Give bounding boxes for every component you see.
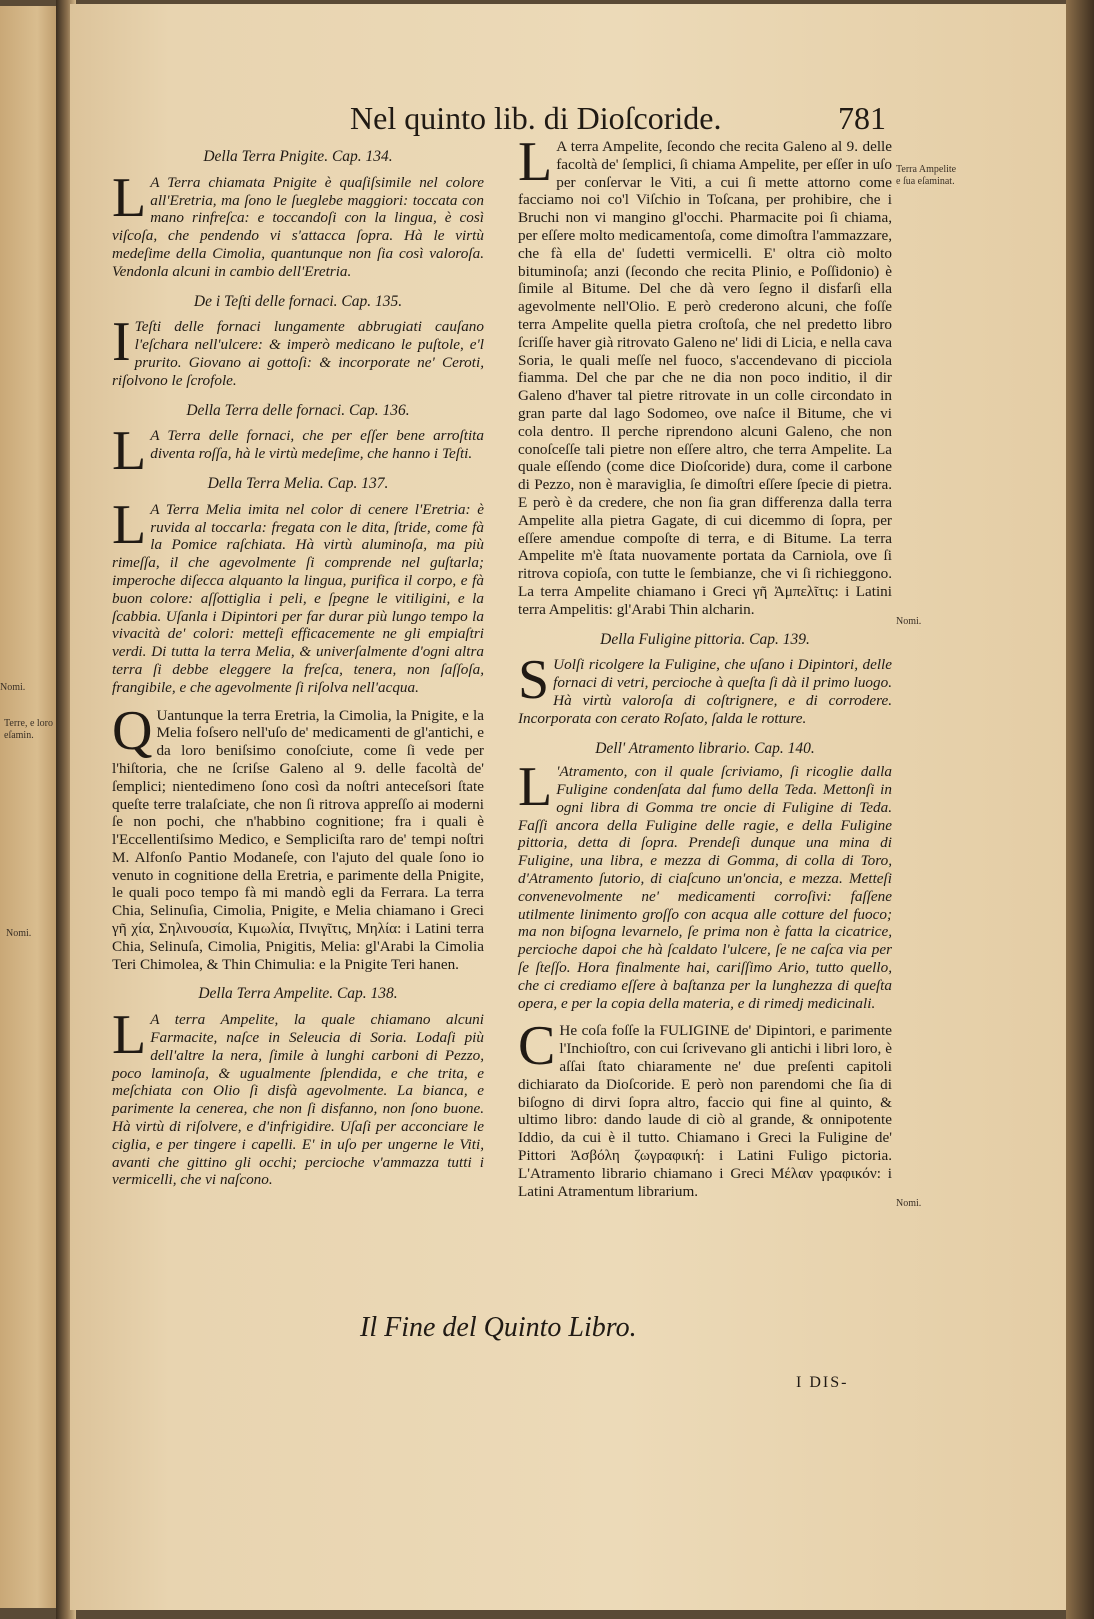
initial-l: L xyxy=(112,166,147,229)
margin-note-nomi-1: Nomi. xyxy=(896,616,922,627)
paragraph-cap-136: L A Terra delle fornaci, che per eſſer bene arroſtita diventa roſſa, hà le virtù medeſime, che hanno i Teſti. xyxy=(112,420,484,483)
initial-q: Q xyxy=(112,699,153,762)
initial-c: C xyxy=(518,1015,556,1078)
paragraph-cap-137: L A Terra Melia imita nel color di cenere l'Eretria: è ruvida al toccarla: fregata con le dita, ſtride, come fà la Pomice raſchiata. Hà virtù aluminoſa, ma più rimeſſa, il che agevolmente ſi comprende nel guſtarla; imperoche diſecca alquanto la lingua, purifica il corpo, e fà buon colore: aſſottiglia i peli, e ſpegne le vitiligini, e la ſcabbia. Uſanla i Dipintori per far durar più lungo tempo la vivacità de' colori: metteſi efficacemente ne gli empiaſtri verdi. Di tutta la terra Melia, & univerſalmente d'ogni altra terra ſi debbe eleggere la freſca, tenera, non ſaſſoſa, frangibile, e che agevolmente ſi riſolva nell'acqua. xyxy=(112,493,484,696)
heading-cap-139: Della Fuligine pittoria. Cap. 139. xyxy=(600,630,810,648)
previous-page-edge xyxy=(0,6,62,1608)
prev-margin-note-nomi: Nomi. xyxy=(0,682,26,693)
initial-l: L xyxy=(112,420,147,483)
heading-cap-137: Della Terra Melia. Cap. 137. xyxy=(207,474,389,492)
left-column xyxy=(112,148,484,1189)
paragraph-cap-135: I Teſti delle fornaci lungamente abbrugiati cauſano l'eſchara nell'ulcere: & imperò medicano le puſtole, e'l prurito. Giovano ai gottoſi: & incorporate ne' Ceroti, riſolvono le ſcrofole. xyxy=(112,311,484,389)
heading-cap-140: Dell' Atramento librario. Cap. 140. xyxy=(595,739,815,757)
prev-margin-note-terre: Terre, e loro eſamin. xyxy=(4,718,53,741)
margin-note-nomi-2: Nomi. xyxy=(896,1198,922,1209)
right-column xyxy=(518,131,892,1200)
paragraph-cap-139: S Uolſi ricolgere la Fuligine, che uſano i Dipintori, delle fornaci di vetri, percioche à queſta ſi dà il primo luogo. Hà virtù valoroſa di coſtrignere, e di corrodere. Incorporata con cerato Roſato, ſalda le rotture. xyxy=(518,649,892,727)
page-edge-right xyxy=(1066,0,1094,1619)
catchword: I DIS- xyxy=(796,1374,849,1391)
end-of-book-title: Il Fine del Quinto Libro. xyxy=(360,1312,637,1343)
running-title: Nel quinto lib. di Dioſcoride. xyxy=(350,100,722,136)
initial-l: L xyxy=(518,756,553,819)
commentary-fuligine: C He coſa foſſe la FULIGINE de' Dipintori, e parimente l'Inchioſtro, con cui ſcrivevano gli antichi i libri loro, è aſſai ſtato chiaramente ne' due preſenti capitoli dichiarato da Dioſcoride. E però non parendomi che ſia di biſogno di dirvi ſopra altro, faccio qui fine al quinto, & ultimo libro: dando laude di ciò al grande, & onnipotente Iddio, da cui è il tutto. Chiamano i Greci la Fuligine de' Pittori Ἀσβόλη ζωγραφική: i Latini Fuligo pictoria. L'Atramento librario chiamano i Greci Μέλαν γραφικόν: i Latini Atramentum librarium. xyxy=(518,1015,892,1200)
initial-l: L xyxy=(112,1004,147,1067)
commentary-terre: Q Uantunque la terra Eretria, la Cimolia, la Pnigite, e la Melia foſsero nell'uſo de' medicamenti de gl'antichi, e da loro beniſsimo conoſciute, come ſi vede per l'hiſtoria, che ne ſcriſse Galeno al 9. delle facoltà de' ſemplici; nientedimeno ſono così da noſtri anteceſsori ſtate queſte terre tralaſciate, che non ſi ritrova appreſſo ai moderni ſe non pochi, che n'habbino cognitione; fra i quali è l'Eccellentiſsimo Medico, e Sempliciſta raro de' tempi noſtri M. Alfonſo Pantio Modaneſe, con l'ajuto del quale ſono io venuto in cognitione della Eretria, e parimente della Pnigite, le quali poco tempo fà mi mandò egli da Ferrara. La terra Chia, Selinuſia, Cimolia, Pnigite, e Melia chiamano i Greci γῆ χία, Σηλινουσία, Κιμωλία, Πνιγῖτις, Μηλία: i Latini terra Chia, Selinuſa, Cimolia, Pnigitis, Melia: gl'Arabi la Cimolia Teri Chimolea, & Thin Chimulia: e la Pnigite Teri hanen. xyxy=(112,699,484,973)
heading-cap-138: Della Terra Ampelite. Cap. 138. xyxy=(198,985,398,1003)
heading-cap-136: Della Terra delle fornaci. Cap. 136. xyxy=(186,401,410,419)
paragraph-cap-140: L 'Atramento, con il quale ſcriviamo, ſi ricoglie dalla Fuligine condenſata dal fumo della Teda. Mettonſi in ogni libra di Gomma tre oncie di Fuligine di Teda. Faſſi ancora della Fuligine delle ragie, e della Fuligine pittoria, detta di ſopra. Prendeſi dunque una mina di Fuligine, una libra, e mezza di Gomma, di colla di Toro, d'Atramento ſutorio, di ciaſcuno un'oncia, e mezza. Metteſi convenevolmente ne' medicamenti corroſivi: faſſene utilmente linimento groſſo con acqua alle cotture del fuoco; ma non biſogna levarnelo, ſe prima non è fatta la cicatrice, percioche dapoi che hà ſcaldato l'ulcere, ſe ne caſca via per ſe ſteſſo. Hora finalmente hai, cariſſimo Ario, tutto quello, che ci crediamo eſſere à baſtanza per la lunghezza di queſta opera, e per la copia della materia, e di rimedj medicinali. xyxy=(518,756,892,1012)
commentary-ampelite: L A terra Ampelite, ſecondo che recita Galeno al 9. delle facoltà de' ſemplici, ſi chiama Ampelite, per eſſer in uſo per conſervar le Viti, a cui ſi mette attorno come facciamo noi co'l Viſchio in Toſcana, per prohibire, che i Bruchi non vi mangino gl'occhi. Pharmacite poi ſi chiama, per eſſere molto medicamentoſa, come dimoſtra l'ammazzare, che fà ella de' ſudetti vermicelli. E' oltra ciò molto bituminoſa; anzi (ſecondo che recita Plinio, e Poſſidonio) è ſimile al Bitume. Del che dà vero ſegno il disfarſi ella agevolmente nell'Olio. E però crederono alcuni, che foſſe terra Ampelite quella pietra croſtoſa, che nel predetto libro ſcriſſe haver già ritrovato Galeno ne' lidi di Licia, e nella cava Soria, le quali meſſe nel fuoco, s'accendevano di picciola fiamma. Del che par che ne dia non poco inditio, il dir Galeno d'haver tal pietre ritrovate in un colle circondato in gran parte dal lago Sodomeo, ove naſce il Bitume, che vi cola dentro. Il perche riprendono alcuni Galeno, che non conoſceſſe tali pietre non eſſere altro, che terra Ampelite. La quale eſſendo (come dice Dioſcoride) dura, come il carbone di Pezzo, non è maraviglia, ſe dimoſtri eſſere ſpecie di pietra. E però è da credere, che non ſia gran differenza dalla terra Ampelite alla pietra Gagate, di cui dicemmo di ſopra, per eſſere amendue compoſte di terra, e di Bitume. La terra Ampelite m'è ſtata nuovamente portata da Carniola, ove ſi ritrova copioſa, con tutte le ſembianze, che vi ſi richieggono. La terra Ampelite chiamano i Greci γῆ Ἀμπελῖτις: i Latini terra Ampelitis: gl'Arabi Thin alcharin. xyxy=(518,131,892,618)
initial-s: S xyxy=(518,649,550,712)
margin-note-terra-ampelite: Terra Ampelite e ſua eſaminat. xyxy=(896,164,957,187)
initial-l: L xyxy=(112,493,147,556)
heading-cap-135: De i Teſti delle fornaci. Cap. 135. xyxy=(193,292,403,310)
prev-margin-note-nomi-2: Nomi. xyxy=(6,928,32,939)
initial-l: L xyxy=(518,131,553,193)
paragraph-cap-134: L A Terra chiamata Pnigite è quaſiſsimile nel colore all'Eretria, ma ſono le ſueglebe maggiori: toccata con mano rinfreſca: e toccandoſi con la lingua, è così viſcoſa, che pendendo vi s'attacca ſopra. Hà le virtù medeſime della Cimolia, quantunque non ſia così valoroſa. Vendonla alcuni in cambio dell'Eretria. xyxy=(112,166,484,280)
heading-cap-134: Della Terra Pnigite. Cap. 134. xyxy=(203,148,393,165)
initial-i: I xyxy=(112,311,131,374)
folio-number: 781 xyxy=(838,100,886,136)
paragraph-cap-138: L A terra Ampelite, la quale chiamano alcuni Farmacite, naſce in Seleucia di Soria. Lodaſi più dell'altre la nera, ſimile à lunghi carboni di Pezzo, poco laminoſa, & ugualmente ſplendida, e che trita, e meſchiata con Olio ſi disfà agevolmente. La bianca, e parimente la cenerea, che non ſi disfanno, non ſono buone. Hà virtù di riſolvere, e d'infrigidire. Uſaſi per acconciare le ciglia, e per tingere i capelli. E' in uſo per ungerne le Viti, avanti che gittino gli occhi; percioche v'ammazza tutti i vermicelli, che vi naſcono. xyxy=(112,1004,484,1189)
